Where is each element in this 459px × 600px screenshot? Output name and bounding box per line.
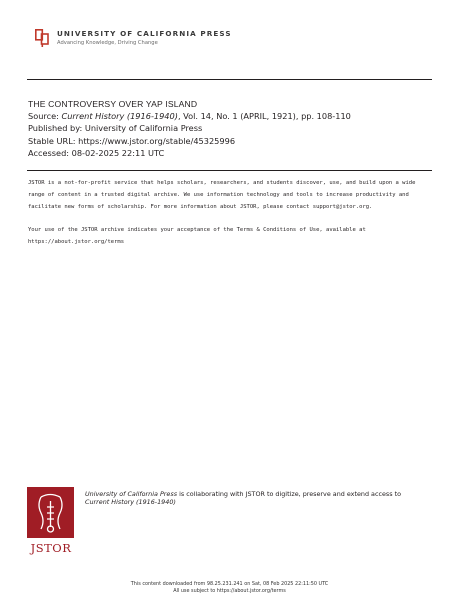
collaboration-statement xyxy=(85,490,425,506)
publisher-tagline: Advancing Knowledge, Driving Change xyxy=(57,40,158,46)
terms-notice xyxy=(28,224,433,248)
download-notice: This content downloaded from 98.25.231.241 on Sat, 08 Feb 2025 22:11:50 UTC xyxy=(130,581,329,587)
collab-journal: Current History (1916-1940) xyxy=(85,498,176,506)
ucp-monogram-icon xyxy=(35,29,49,47)
publisher-name: UNIVERSITY OF CALIFORNIA PRESS xyxy=(57,29,232,38)
terms-link[interactable]: All use subject to https://about.jstor.org/terms xyxy=(173,588,286,594)
jstor-wordmark: JSTOR xyxy=(30,541,72,555)
source-journal[interactable]: Current History (1916-1940) xyxy=(61,111,178,121)
jstor-seal-icon xyxy=(27,487,74,538)
top-divider xyxy=(27,79,432,80)
article-title: THE CONTROVERSY OVER YAP ISLAND xyxy=(28,99,198,109)
source-label: Source: xyxy=(28,111,59,121)
notice-paragraph-2: Your use of the JSTOR archive indicates your acceptance of the Terms & Conditions of Use, available at https://about.jstor.org/terms xyxy=(28,227,366,245)
source-details: , Vol. 14, No. 1 (APRIL, 1921), pp. 108-110 xyxy=(177,111,351,121)
accessed-date: Accessed: 08-02-2025 22:11 UTC xyxy=(28,148,165,158)
collab-text: is collaborating with JSTOR to digitize, preserve and extend access to xyxy=(177,490,402,498)
notice-paragraph-1: JSTOR is a not-for-profit service that helps scholars, researchers, and students discover, use, and build upon a wide range of content in a trusted digital archive. We use information technology and tools to increase productivity and facilitate new forms of scholarship. For more information about JSTOR, please contact support@jstor.org. xyxy=(28,180,416,210)
middle-divider xyxy=(27,170,432,171)
collab-publisher: University of California Press xyxy=(85,490,178,498)
source-line xyxy=(28,110,351,122)
stable-url[interactable]: Stable URL: https://www.jstor.org/stable/45325996 xyxy=(28,136,236,146)
jstor-notice xyxy=(28,177,433,213)
published-by: Published by: University of California Press xyxy=(28,123,203,133)
